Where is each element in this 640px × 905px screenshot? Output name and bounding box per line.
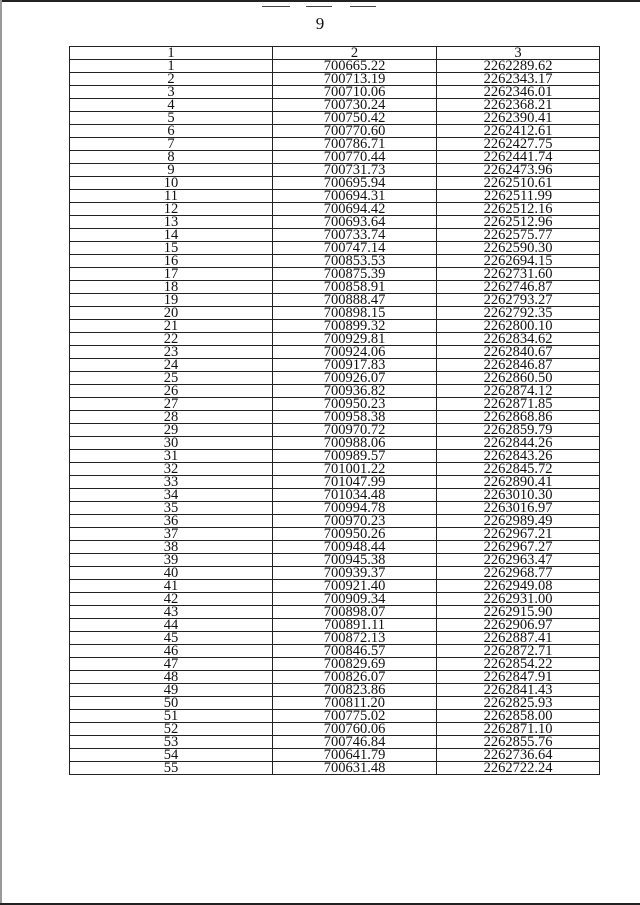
x-coordinate-cell: 700970.72 — [273, 424, 437, 437]
x-coordinate-cell: 700948.44 — [273, 541, 437, 554]
x-coordinate-cell: 700811.20 — [273, 697, 437, 710]
y-coordinate-cell: 2263016.97 — [437, 502, 600, 515]
table-row — [70, 385, 600, 398]
y-coordinate-cell: 2262590.30 — [437, 242, 600, 255]
left-page-edge — [0, 0, 2, 905]
page-number: 9 — [315, 14, 325, 33]
x-coordinate-cell: 700713.19 — [273, 73, 437, 86]
point-number-cell: 36 — [70, 515, 273, 528]
x-coordinate-cell: 700888.47 — [273, 294, 437, 307]
point-number-cell: 16 — [70, 255, 273, 268]
table-row — [70, 736, 600, 749]
point-number-cell: 50 — [70, 697, 273, 710]
table-row — [70, 580, 600, 593]
y-coordinate-cell: 2262736.64 — [437, 749, 600, 762]
x-coordinate-cell: 700872.13 — [273, 632, 437, 645]
x-coordinate-cell: 701047.99 — [273, 476, 437, 489]
point-number-cell: 28 — [70, 411, 273, 424]
y-coordinate-cell: 2262841.43 — [437, 684, 600, 697]
y-coordinate-cell: 2262890.41 — [437, 476, 600, 489]
top-scan-mark — [306, 6, 332, 7]
table-row — [70, 593, 600, 606]
x-coordinate-cell: 700936.82 — [273, 385, 437, 398]
y-coordinate-cell: 2262843.26 — [437, 450, 600, 463]
column-header-x: 2 — [273, 47, 437, 60]
x-coordinate-cell: 700760.06 — [273, 723, 437, 736]
point-number-cell: 23 — [70, 346, 273, 359]
y-coordinate-cell: 2262800.10 — [437, 320, 600, 333]
x-coordinate-cell: 700693.64 — [273, 216, 437, 229]
table-row — [70, 242, 600, 255]
point-number-cell: 4 — [70, 99, 273, 112]
x-coordinate-cell: 700958.38 — [273, 411, 437, 424]
top-scan-mark — [262, 6, 290, 7]
point-number-cell: 22 — [70, 333, 273, 346]
y-coordinate-cell: 2262847.91 — [437, 671, 600, 684]
x-coordinate-cell: 700786.71 — [273, 138, 437, 151]
point-number-cell: 12 — [70, 203, 273, 216]
table-row — [70, 359, 600, 372]
y-coordinate-cell: 2262967.21 — [437, 528, 600, 541]
point-number-cell: 32 — [70, 463, 273, 476]
table-row — [70, 632, 600, 645]
y-coordinate-cell: 2262968.77 — [437, 567, 600, 580]
point-number-cell: 9 — [70, 164, 273, 177]
x-coordinate-cell: 700939.37 — [273, 567, 437, 580]
x-coordinate-cell: 700731.73 — [273, 164, 437, 177]
point-number-cell: 44 — [70, 619, 273, 632]
point-number-cell: 42 — [70, 593, 273, 606]
x-coordinate-cell: 700926.07 — [273, 372, 437, 385]
table-row — [70, 489, 600, 502]
table-row — [70, 424, 600, 437]
point-number-cell: 51 — [70, 710, 273, 723]
point-number-cell: 17 — [70, 268, 273, 281]
table-row — [70, 346, 600, 359]
point-number-cell: 38 — [70, 541, 273, 554]
table-row — [70, 502, 600, 515]
point-number-cell: 10 — [70, 177, 273, 190]
point-number-cell: 6 — [70, 125, 273, 138]
table-row — [70, 60, 600, 73]
x-coordinate-cell: 700695.94 — [273, 177, 437, 190]
y-coordinate-cell: 2262967.27 — [437, 541, 600, 554]
y-coordinate-cell: 2262855.76 — [437, 736, 600, 749]
point-number-cell: 52 — [70, 723, 273, 736]
y-coordinate-cell: 2262510.61 — [437, 177, 600, 190]
y-coordinate-cell: 2262346.01 — [437, 86, 600, 99]
table-row — [70, 99, 600, 112]
point-number-cell: 24 — [70, 359, 273, 372]
x-coordinate-cell: 700665.22 — [273, 60, 437, 73]
table-row — [70, 372, 600, 385]
x-coordinate-cell: 700988.06 — [273, 437, 437, 450]
point-number-cell: 30 — [70, 437, 273, 450]
table-row — [70, 606, 600, 619]
table-row — [70, 268, 600, 281]
table-row — [70, 450, 600, 463]
x-coordinate-cell: 700929.81 — [273, 333, 437, 346]
y-coordinate-cell: 2262792.35 — [437, 307, 600, 320]
point-number-cell: 54 — [70, 749, 273, 762]
point-number-cell: 55 — [70, 762, 273, 775]
x-coordinate-cell: 700770.60 — [273, 125, 437, 138]
point-number-cell: 46 — [70, 645, 273, 658]
table-row — [70, 723, 600, 736]
top-border-rule — [0, 0, 640, 2]
table-header-row — [70, 47, 600, 60]
x-coordinate-cell: 700875.39 — [273, 268, 437, 281]
x-coordinate-cell: 700853.53 — [273, 255, 437, 268]
table-row — [70, 73, 600, 86]
y-coordinate-cell: 2262860.50 — [437, 372, 600, 385]
point-number-cell: 8 — [70, 151, 273, 164]
y-coordinate-cell: 2262412.61 — [437, 125, 600, 138]
y-coordinate-cell: 2262834.62 — [437, 333, 600, 346]
x-coordinate-cell: 700694.31 — [273, 190, 437, 203]
x-coordinate-cell: 700826.07 — [273, 671, 437, 684]
y-coordinate-cell: 2262512.16 — [437, 203, 600, 216]
point-number-cell: 53 — [70, 736, 273, 749]
table-row — [70, 567, 600, 580]
table-row — [70, 658, 600, 671]
y-coordinate-cell: 2262887.41 — [437, 632, 600, 645]
table-row — [70, 671, 600, 684]
y-coordinate-cell: 2262289.62 — [437, 60, 600, 73]
table-row — [70, 112, 600, 125]
x-coordinate-cell: 700924.06 — [273, 346, 437, 359]
point-number-cell: 48 — [70, 671, 273, 684]
x-coordinate-cell: 700710.06 — [273, 86, 437, 99]
point-number-cell: 33 — [70, 476, 273, 489]
table-row — [70, 554, 600, 567]
x-coordinate-cell: 700641.79 — [273, 749, 437, 762]
y-coordinate-cell: 2262906.97 — [437, 619, 600, 632]
x-coordinate-cell: 700770.44 — [273, 151, 437, 164]
x-coordinate-cell: 701034.48 — [273, 489, 437, 502]
y-coordinate-cell: 2262846.87 — [437, 359, 600, 372]
y-coordinate-cell: 2262871.10 — [437, 723, 600, 736]
x-coordinate-cell: 700970.23 — [273, 515, 437, 528]
table-row — [70, 229, 600, 242]
table-row — [70, 515, 600, 528]
y-coordinate-cell: 2262473.96 — [437, 164, 600, 177]
point-number-cell: 29 — [70, 424, 273, 437]
table-row — [70, 320, 600, 333]
point-number-cell: 11 — [70, 190, 273, 203]
point-number-cell: 19 — [70, 294, 273, 307]
y-coordinate-cell: 2262931.00 — [437, 593, 600, 606]
point-number-cell: 35 — [70, 502, 273, 515]
y-coordinate-cell: 2262872.71 — [437, 645, 600, 658]
point-number-cell: 41 — [70, 580, 273, 593]
point-number-cell: 21 — [70, 320, 273, 333]
table-row — [70, 541, 600, 554]
x-coordinate-cell: 700989.57 — [273, 450, 437, 463]
point-number-cell: 5 — [70, 112, 273, 125]
y-coordinate-cell: 2262731.60 — [437, 268, 600, 281]
table-row — [70, 619, 600, 632]
x-coordinate-cell: 700846.57 — [273, 645, 437, 658]
x-coordinate-cell: 700829.69 — [273, 658, 437, 671]
point-number-cell: 2 — [70, 73, 273, 86]
x-coordinate-cell: 700899.32 — [273, 320, 437, 333]
coordinates-table — [69, 46, 600, 775]
x-coordinate-cell: 700950.23 — [273, 398, 437, 411]
table-row — [70, 177, 600, 190]
table-row — [70, 528, 600, 541]
column-header-y: 3 — [437, 47, 600, 60]
x-coordinate-cell: 700746.84 — [273, 736, 437, 749]
y-coordinate-cell: 2262871.85 — [437, 398, 600, 411]
x-coordinate-cell: 700921.40 — [273, 580, 437, 593]
x-coordinate-cell: 700775.02 — [273, 710, 437, 723]
table-row — [70, 463, 600, 476]
y-coordinate-cell: 2262343.17 — [437, 73, 600, 86]
table-row — [70, 398, 600, 411]
y-coordinate-cell: 2262859.79 — [437, 424, 600, 437]
table-row — [70, 710, 600, 723]
y-coordinate-cell: 2262512.96 — [437, 216, 600, 229]
table-row — [70, 151, 600, 164]
table-row — [70, 476, 600, 489]
table-row — [70, 138, 600, 151]
x-coordinate-cell: 700891.11 — [273, 619, 437, 632]
y-coordinate-cell: 2262840.67 — [437, 346, 600, 359]
table-row — [70, 86, 600, 99]
y-coordinate-cell: 2262844.26 — [437, 437, 600, 450]
table-row — [70, 125, 600, 138]
y-coordinate-cell: 2262858.00 — [437, 710, 600, 723]
table-row — [70, 437, 600, 450]
y-coordinate-cell: 2262915.90 — [437, 606, 600, 619]
table-row — [70, 281, 600, 294]
table-row — [70, 697, 600, 710]
table-row — [70, 411, 600, 424]
y-coordinate-cell: 2263010.30 — [437, 489, 600, 502]
table-row — [70, 294, 600, 307]
y-coordinate-cell: 2262390.41 — [437, 112, 600, 125]
point-number-cell: 40 — [70, 567, 273, 580]
point-number-cell: 13 — [70, 216, 273, 229]
point-number-cell: 45 — [70, 632, 273, 645]
y-coordinate-cell: 2262441.74 — [437, 151, 600, 164]
table-row — [70, 762, 600, 775]
y-coordinate-cell: 2262746.87 — [437, 281, 600, 294]
x-coordinate-cell: 700733.74 — [273, 229, 437, 242]
y-coordinate-cell: 2262722.24 — [437, 762, 600, 775]
point-number-cell: 49 — [70, 684, 273, 697]
x-coordinate-cell: 700858.91 — [273, 281, 437, 294]
x-coordinate-cell: 700694.42 — [273, 203, 437, 216]
table-row — [70, 749, 600, 762]
y-coordinate-cell: 2262368.21 — [437, 99, 600, 112]
x-coordinate-cell: 700898.07 — [273, 606, 437, 619]
x-coordinate-cell: 700631.48 — [273, 762, 437, 775]
table-row — [70, 684, 600, 697]
point-number-cell: 18 — [70, 281, 273, 294]
point-number-cell: 47 — [70, 658, 273, 671]
x-coordinate-cell: 700917.83 — [273, 359, 437, 372]
point-number-cell: 34 — [70, 489, 273, 502]
x-coordinate-cell: 700823.86 — [273, 684, 437, 697]
y-coordinate-cell: 2262874.12 — [437, 385, 600, 398]
table-row — [70, 333, 600, 346]
x-coordinate-cell: 700730.24 — [273, 99, 437, 112]
y-coordinate-cell: 2262845.72 — [437, 463, 600, 476]
point-number-cell: 26 — [70, 385, 273, 398]
x-coordinate-cell: 700898.15 — [273, 307, 437, 320]
x-coordinate-cell: 700994.78 — [273, 502, 437, 515]
y-coordinate-cell: 2262511.99 — [437, 190, 600, 203]
y-coordinate-cell: 2262427.75 — [437, 138, 600, 151]
point-number-cell: 3 — [70, 86, 273, 99]
x-coordinate-cell: 701001.22 — [273, 463, 437, 476]
table-row — [70, 645, 600, 658]
table-row — [70, 164, 600, 177]
point-number-cell: 43 — [70, 606, 273, 619]
table-row — [70, 255, 600, 268]
x-coordinate-cell: 700750.42 — [273, 112, 437, 125]
y-coordinate-cell: 2262694.15 — [437, 255, 600, 268]
point-number-cell: 7 — [70, 138, 273, 151]
y-coordinate-cell: 2262949.08 — [437, 580, 600, 593]
table-row — [70, 203, 600, 216]
point-number-cell: 15 — [70, 242, 273, 255]
column-header-number: 1 — [70, 47, 273, 60]
point-number-cell: 39 — [70, 554, 273, 567]
y-coordinate-cell: 2262793.27 — [437, 294, 600, 307]
x-coordinate-cell: 700909.34 — [273, 593, 437, 606]
y-coordinate-cell: 2262575.77 — [437, 229, 600, 242]
table-body — [70, 60, 600, 775]
x-coordinate-cell: 700747.14 — [273, 242, 437, 255]
y-coordinate-cell: 2262825.93 — [437, 697, 600, 710]
point-number-cell: 27 — [70, 398, 273, 411]
point-number-cell: 31 — [70, 450, 273, 463]
point-number-cell: 37 — [70, 528, 273, 541]
y-coordinate-cell: 2262854.22 — [437, 658, 600, 671]
y-coordinate-cell: 2262989.49 — [437, 515, 600, 528]
y-coordinate-cell: 2262868.86 — [437, 411, 600, 424]
point-number-cell: 14 — [70, 229, 273, 242]
point-number-cell: 20 — [70, 307, 273, 320]
y-coordinate-cell: 2262963.47 — [437, 554, 600, 567]
x-coordinate-cell: 700950.26 — [273, 528, 437, 541]
point-number-cell: 1 — [70, 60, 273, 73]
top-scan-mark — [350, 6, 376, 7]
point-number-cell: 25 — [70, 372, 273, 385]
table-row — [70, 307, 600, 320]
table-row — [70, 216, 600, 229]
table-row — [70, 190, 600, 203]
x-coordinate-cell: 700945.38 — [273, 554, 437, 567]
